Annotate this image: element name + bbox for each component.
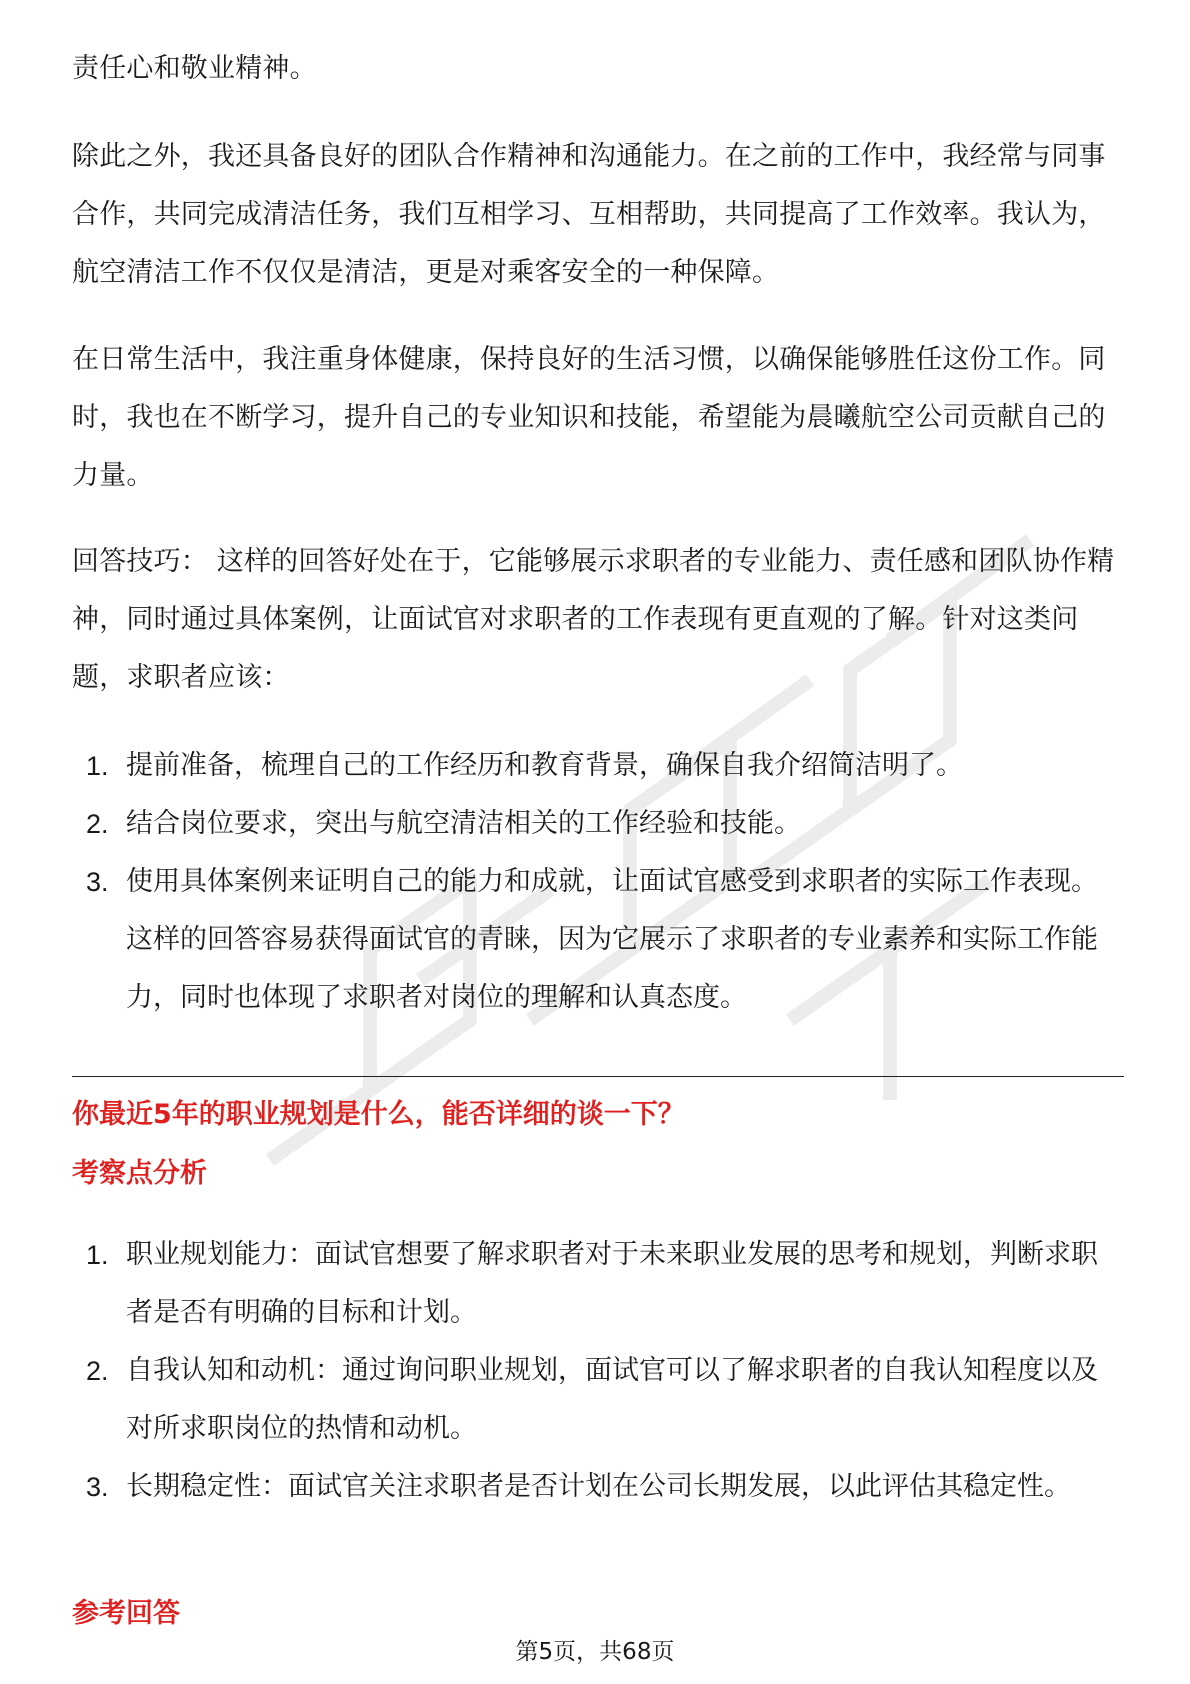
- list-item-text: 使用具体案例来证明自己的能力和成就，让面试官感受到求职者的实际工作表现。 这样的回答容易获得面试官的青睐，因为它展示了求职者的专业素养和实际工作能力，同时也体现了求职者对岗位的理解和认真态度。: [126, 866, 1098, 1013]
- list-number: 1.: [86, 751, 109, 781]
- answer-heading: 参考回答: [72, 1598, 180, 1629]
- list-number: 2.: [86, 1356, 109, 1386]
- list-item: [72, 1226, 1122, 1342]
- list-item-text: 结合岗位要求，突出与航空清洁相关的工作经验和技能。: [126, 808, 801, 839]
- analysis-heading: 考察点分析: [72, 1158, 207, 1189]
- paragraph-teamwork: 除此之外，我还具备良好的团队合作精神和沟通能力。在之前的工作中，我经常与同事合作，共同完成清洁任务，我们互相学习、互相帮助，共同提高了工作效率。我认为，航空清洁工作不仅仅是清洁，更是对乘客安全的一种保障。: [72, 141, 1106, 288]
- list-number: 2.: [86, 809, 109, 839]
- list-number: 1.: [86, 1240, 109, 1270]
- list-item: [72, 1458, 1122, 1516]
- tips-list: [72, 737, 1122, 1027]
- section-divider: [72, 1076, 1124, 1077]
- paragraph-health: 在日常生活中，我注重身体健康，保持良好的生活习惯，以确保能够胜任这份工作。同时，我也在不断学习，提升自己的专业知识和技能，希望能为晨曦航空公司贡献自己的力量。: [72, 344, 1106, 491]
- list-item-text: 自我认知和动机：通过询问职业规划，面试官可以了解求职者的自我认知程度以及对所求职岗位的热情和动机。: [126, 1355, 1098, 1444]
- list-item-text: 长期稳定性：面试官关注求职者是否计划在公司长期发展，以此评估其稳定性。: [126, 1471, 1071, 1502]
- list-item: [72, 853, 1122, 1027]
- list-number: 3.: [86, 1472, 109, 1502]
- page-footer: 第5页，共68页: [515, 1639, 675, 1665]
- analysis-list: [72, 1226, 1122, 1516]
- question-title: 你最近5年的职业规划是什么，能否详细的谈一下？: [72, 1099, 685, 1130]
- paragraph-intro: 责任心和敬业精神。: [72, 53, 317, 84]
- paragraph-answer-tip: 回答技巧： 这样的回答好处在于，它能够展示求职者的专业能力、责任感和团队协作精神，同时通过具体案例，让面试官对求职者的工作表现有更直观的了解。针对这类问题，求职者应该：: [72, 546, 1115, 693]
- list-item: [72, 1342, 1122, 1458]
- list-number: 3.: [86, 867, 109, 897]
- list-item-text: 职业规划能力：面试官想要了解求职者对于未来职业发展的思考和规划，判断求职者是否有明确的目标和计划。: [126, 1239, 1098, 1328]
- list-item-text: 提前准备，梳理自己的工作经历和教育背景，确保自我介绍简洁明了。: [126, 750, 963, 781]
- list-item: [72, 737, 1122, 795]
- list-item: [72, 795, 1122, 853]
